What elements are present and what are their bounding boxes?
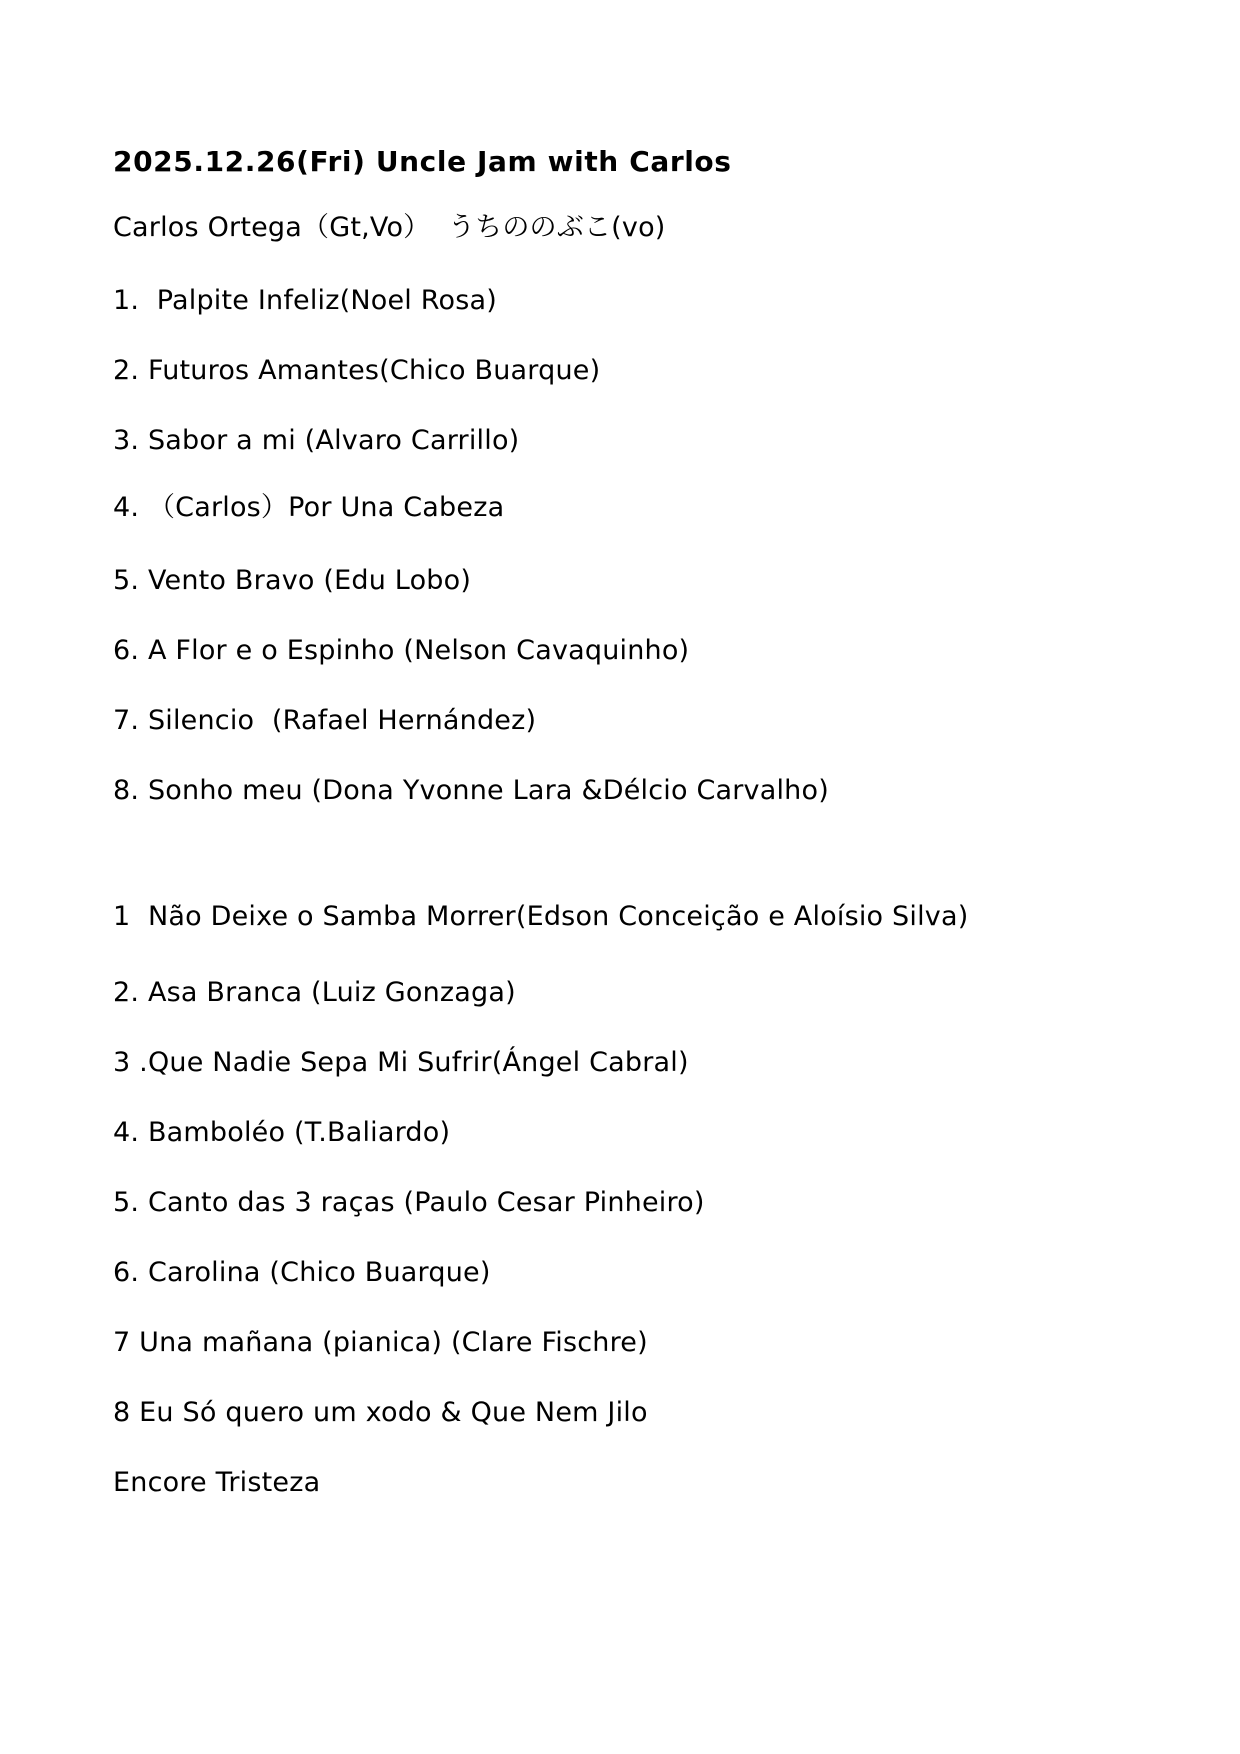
set2-item-2: 2. Asa Branca (Luiz Gonzaga) [113,977,516,1008]
set2-item-6: 6. Carolina (Chico Buarque) [113,1257,491,1288]
set2-item-3: 3 .Que Nadie Sepa Mi Sufrir(Ángel Cabral) [113,1047,689,1078]
set1-item-3: 3. Sabor a mi (Alvaro Carrillo) [113,425,520,456]
encore-line: Encore Tristeza [113,1467,321,1498]
set1-item-2: 2. Futuros Amantes(Chico Buarque) [113,355,601,386]
set1-item-8: 8. Sonho meu (Dona Yvonne Lara &Délcio Carvalho) [113,775,829,806]
set2-item-1: 1 Não Deixe o Samba Morrer(Edson Conceição e Aloísio Silva) [113,901,969,932]
set1-item-6: 6. A Flor e o Espinho (Nelson Cavaquinho) [113,635,690,666]
performers-line: Carlos Ortega（Gt,Vo） うちののぶこ(vo) [113,212,666,243]
set1-item-4: 4. （Carlos）Por Una Cabeza [113,492,505,523]
set2-item-7: 7 Una mañana (pianica) (Clare Fischre) [113,1327,648,1358]
set1-item-5: 5. Vento Bravo (Edu Lobo) [113,565,472,596]
set2-item-5: 5. Canto das 3 raças (Paulo Cesar Pinheiro) [113,1187,705,1218]
document-title: 2025.12.26(Fri) Uncle Jam with Carlos [113,145,732,178]
set1-item-1: 1. Palpite Infeliz(Noel Rosa) [113,285,497,316]
set2-item-4: 4. Bamboléo (T.Baliardo) [113,1117,451,1148]
set2-item-8: 8 Eu Só quero um xodo & Que Nem Jilo [113,1397,648,1428]
set1-item-7: 7. Silencio (Rafael Hernández) [113,705,537,736]
